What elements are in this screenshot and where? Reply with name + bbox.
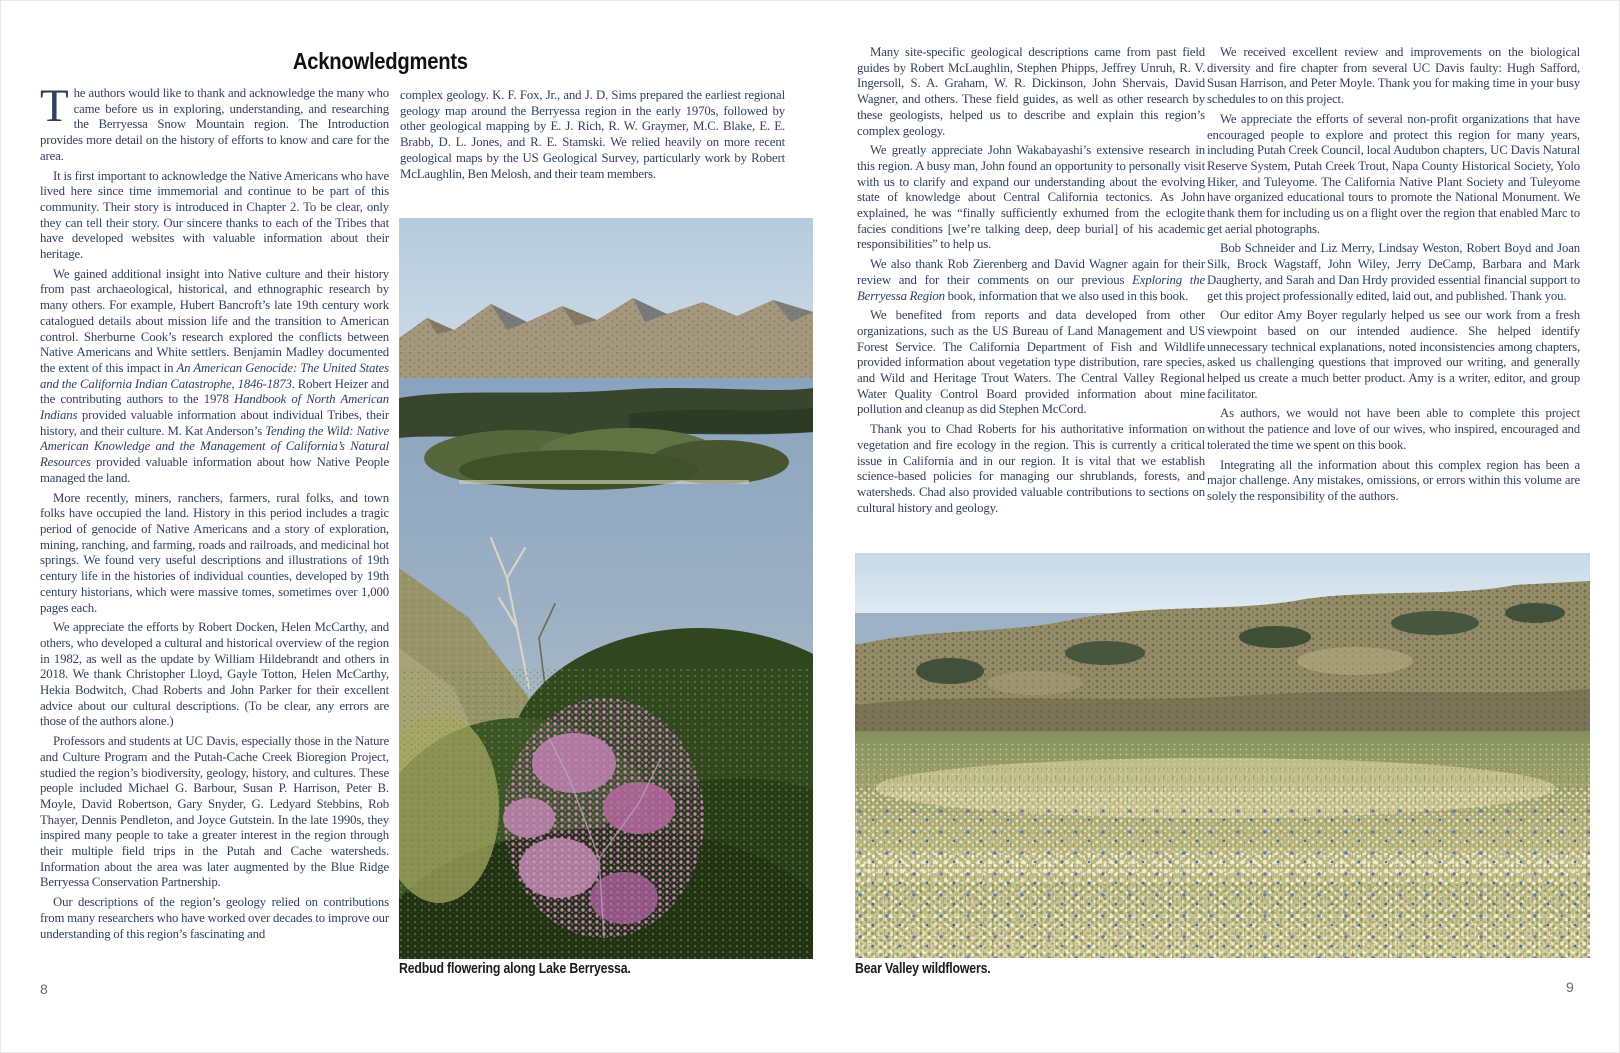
paragraph	[1207, 308, 1580, 402]
text-run: Exploring the Berryessa Region	[857, 272, 1205, 303]
text-run: We also thank Rob Zierenberg and David Wagner again for their review and for their comments on our previous	[857, 257, 1205, 287]
photo-caption-left	[399, 960, 681, 977]
wildflowers-photo-art	[855, 553, 1590, 958]
drop-cap: T	[40, 86, 69, 132]
text-run: Integrating all the information about this complex region has been a major challenge. Any mistakes, omissions, or errors within this volume are solely the responsibility of the authors.	[1207, 457, 1580, 503]
paragraph	[40, 620, 389, 730]
caption-text: Redbud flowering along Lake Berryessa.	[399, 960, 631, 977]
text-run: provided valuable information about how Native People managed the land.	[40, 455, 389, 485]
text-run: We received excellent review and improvements on the biological diversity and fire chapter from several UC Davis faulty: Hugh Safford, Susan Harrison, and Peter Moyle. Thank you for making time in your busy schedules to on this project.	[1207, 45, 1580, 107]
paragraph	[1207, 406, 1580, 453]
text-run: More recently, miners, ranchers, farmers, rural folks, and town folks have occupied the land. History in this period includes a tragic period of genocide of Native Americans and a story of exploration, mining, ranching, and farming, roads and railroads, and medicinal hot springs. We found very useful descriptions and illustrations of 19th century life in the histories of individual counties, developed by 19th century historians, which were massive tomes, sometimes over 1,000 pages each.	[40, 490, 389, 615]
text-run: . Robert Heizer and the contributing authors to the 1978	[40, 376, 389, 407]
photo-bear-valley-wildflowers	[855, 553, 1590, 958]
text-run: An American Genocide: The United States and the California Indian Catastrophe, 1846-1873	[40, 360, 389, 391]
paragraph	[40, 734, 389, 891]
paragraph	[40, 169, 389, 263]
paragraph	[857, 45, 1205, 139]
text-run: We greatly appreciate John Wakabayashi’s extensive research in this region. A busy man, John found an opportunity to personally visit with us to clarify and expand our understanding about the evolving state of knowledge about Central California tectonics. As John explained, he was “finally sufficiently exhumed from the eclogite facies conditions [we’re talking deep, deep burial] of his academic responsibilities” to help us.	[857, 143, 1205, 252]
text-run: complex geology. K. F. Fox, Jr., and J. D. Sims prepared the earliest regional geology map around the Berryessa region in the early 1970s, followed by other geological mapping by E. J. Rich, R. W. Graymer, M.C. Blake, E. E. Brabb, D. L. Jones, and R. E. Stamski. We relied heavily on more recent geological maps by the US Geological Survey, particularly work by Robert McLaughlin, Ben Melosh, and their team members.	[400, 88, 785, 181]
photo-caption-right	[855, 960, 1020, 977]
paragraph	[40, 895, 389, 942]
page-number-left: 8	[40, 981, 48, 997]
text-run: Our descriptions of the region’s geology relied on contributions from many researchers who have worked over decades to improve our understanding of this region’s fascinating and	[40, 895, 389, 941]
text-run: Tending the Wild: Native American Knowledge and the Management of California’s Natural Resources	[40, 423, 389, 470]
photo-redbud-lake-berryessa	[399, 218, 813, 959]
text-run: Thank you to Chad Roberts for his authoritative information on vegetation and fire ecology in the region. This is currently a critical issue in California and in our region. It is vital that we establish science-based policies for managing our shrublands, forests, and watersheds. Chad also provided valuable contributions to sections on cultural history and geology.	[857, 422, 1205, 515]
text-run: Our editor Amy Boyer regularly helped us see our work from a fresh viewpoint based on our intended audience. She helped identify unnecessary technical explanations, noted inconsistencies among chapters, asked us challenging questions that improved our writing, and generally helped us create a much better product. Amy is a writer, editor, and group facilitator.	[1207, 308, 1580, 401]
text-run: We appreciate the efforts by Robert Docken, Helen McCarthy, and others, who developed a cultural and historical overview of the region in 1982, as well as the update by William Hildebrandt and others in 2018. We thank Christopher Lloyd, Gayle Totton, Helen McCarthy, Hekia Bodwitch, Chad Roberts and John Parker for their excellent advice about our cultural descriptions. (To be clear, any errors are those of the authors alone.)	[40, 620, 389, 729]
text-run: he authors would like to thank and acknowledge the many who came before us in exploring, understanding, and researching the Berryessa Snow Mountain region. The Introduction provides more detail on the history of efforts to know and care for the area.	[40, 86, 389, 163]
text-run: Professors and students at UC Davis, especially those in the Nature and Culture Program and the Putah-Cache Creek Bioregion Project, studied the region’s biodiversity, geology, history, and cultures. These people included Michael G. Barbour, Susan P. Harrison, Peter B. Moyle, David Robertson, Gary Snyder, G. Ledyard Stebbins, Rob Thayer, Dennis Pendleton, and Joyce Gutstein. In the late 1990s, they inspired many people to take a greater interest in the region through their multiple field trips in the Putah and Cache watersheds. Information about the area was later augmented by the Blue Ridge Berryessa Conservation Partnership.	[40, 734, 389, 890]
paragraph	[1207, 241, 1580, 304]
page9-column-2	[1207, 45, 1580, 548]
paragraph	[1207, 45, 1580, 108]
page-title-text: Acknowledgments	[292, 48, 468, 74]
text-run: We benefited from reports and data developed from other organizations, such as the US Bureau of Land Management and US Forest Service. The California Department of Fish and Wildlife provided information about vegetation type distribution, rare species, and Wild and Heritage Trout Waters. The Central Valley Regional Water Quality Control Board provided information about mine pollution and cleanup as did Stephen McCord.	[857, 308, 1205, 417]
page8-column-2	[400, 88, 785, 214]
paragraph	[40, 86, 389, 165]
text-run: It is first important to acknowledge the Native Americans who have lived here since time immemorial and continue to be part of this community. Their story is introduced in Chapter 2. To be clear, only they can tell their story. Our sincere thanks to each of the Tribes that have developed websites with valuable information about their heritage.	[40, 168, 389, 262]
text-run: provided valuable information about individual Tribes, their history, and their culture. M. Kat Anderson’s	[40, 408, 389, 438]
redbud-photo-art	[399, 218, 813, 959]
text-run: We gained additional insight into Native culture and their history from past archaeological, historical, and ethnographic research by many others. For example, Hubert Bancroft’s late 19th century work catalogued details about mission life and the transition to American control. Sherburne Cook’s research explored the conflicts between Native Americans and White settlers. Benjamin Madley documented the extent of this impact in	[40, 266, 389, 375]
text-run: Many site-specific geological descriptions came from past field guides by Robert McLaughlin, Stephen Phipps, Jeffrey Unruh, R. V. Ingersoll, S. A. Graham, W. R. Dickinson, John Shervais, David Wagner, and others. These field guides, as well as other research by these geologists, helped us to describe and explain this region’s complex geology.	[857, 45, 1205, 138]
caption-text: Bear Valley wildflowers.	[855, 960, 991, 977]
paragraph	[857, 257, 1205, 304]
paragraph	[400, 88, 785, 182]
page9-column-1	[857, 45, 1205, 548]
paragraph	[1207, 458, 1580, 505]
paragraph	[857, 422, 1205, 516]
meadow	[855, 731, 1590, 958]
text-run: Handbook of North American Indians	[40, 392, 389, 423]
page-number-right: 9	[1566, 979, 1574, 995]
redbud-blossoms	[503, 698, 704, 938]
text-run: book, information that we also used in this book.	[944, 288, 1189, 303]
paragraph	[40, 491, 389, 617]
paragraph	[857, 308, 1205, 418]
paragraph	[40, 267, 389, 487]
paragraph	[857, 143, 1205, 253]
text-run: As authors, we would not have been able to complete this project without the patience and love of our wives, who inspired, encouraged and tolerated the time we spent on this book.	[1207, 406, 1580, 452]
page8-column-1	[40, 86, 389, 1010]
paragraph	[1207, 112, 1580, 238]
page-title	[40, 48, 720, 75]
text-run: We appreciate the efforts of several non-profit organizations that have encouraged people to explore and protect this region for many years, including Putah Creek Council, local Audubon chapters, UC Davis Natural Reserve System, Putah Creek Trout, Napa County Historical Society, Yolo Hiker, and Tuleyome. The California Native Plant Society and Tuleyome have organized educational tours to promote the National Monument. We thank them for including us on a flight over the region that enabled Marc to get aerial photographs.	[1207, 111, 1580, 236]
text-run: Bob Schneider and Liz Merry, Lindsay Weston, Robert Boyd and Joan Silk, Brock Wagstaff, John Wiley, Jerry DeCamp, Barbara and Mark Daugherty, and Sarah and Dan Hrdy provided essential financial support to get this project professionally edited, laid out, and published. Thank you.	[1207, 241, 1580, 303]
